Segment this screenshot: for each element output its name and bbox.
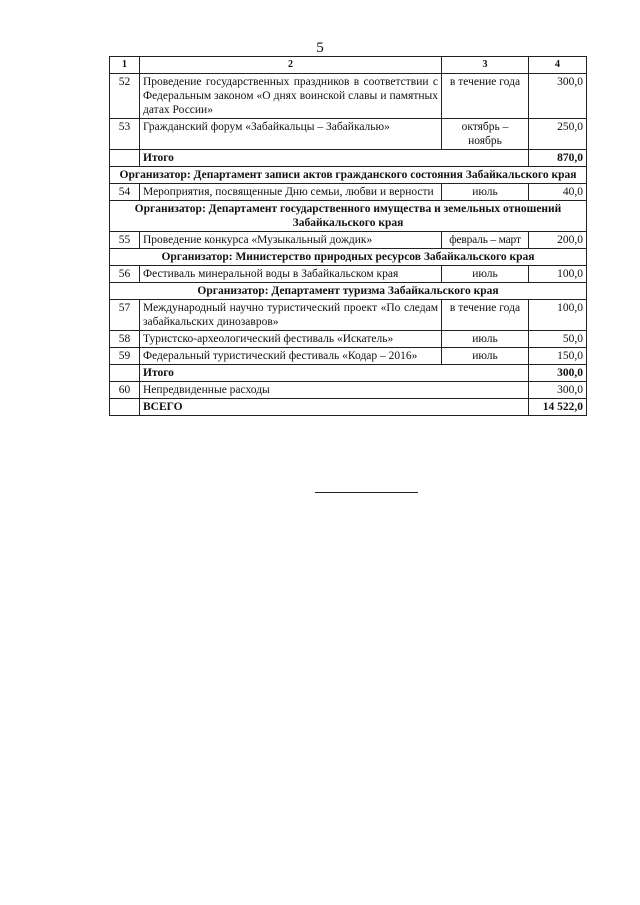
organizer-heading: Организатор: Департамент туризма Забайкальского края xyxy=(110,283,587,300)
table-row xyxy=(110,266,587,283)
event-name: Мероприятия, посвященные Дню семьи, любви и верности xyxy=(140,184,442,201)
row-number: 56 xyxy=(110,266,140,283)
organizer-section-row xyxy=(110,283,587,300)
empty-cell xyxy=(110,399,140,416)
event-period: февраль – март xyxy=(442,232,529,249)
subtotal-amount: 870,0 xyxy=(529,150,587,167)
table-row xyxy=(110,74,587,119)
event-period: в течение года xyxy=(442,74,529,119)
empty-cell xyxy=(110,365,140,382)
organizer-section-row xyxy=(110,167,587,184)
row-number: 57 xyxy=(110,300,140,331)
grand-total-amount: 14 522,0 xyxy=(529,399,587,416)
event-amount: 300,0 xyxy=(529,74,587,119)
row-number: 54 xyxy=(110,184,140,201)
event-amount: 200,0 xyxy=(529,232,587,249)
row-number: 55 xyxy=(110,232,140,249)
event-name: Международный научно туристический проект «По следам забайкальских динозавров» xyxy=(140,300,442,331)
event-period: июль xyxy=(442,266,529,283)
event-period: в течение года xyxy=(442,300,529,331)
event-name: Федеральный туристический фестиваль «Кодар – 2016» xyxy=(140,348,442,365)
subtotal-row xyxy=(110,150,587,167)
end-of-document-line xyxy=(315,492,418,493)
table-row xyxy=(110,184,587,201)
row-number: 52 xyxy=(110,74,140,119)
organizer-heading: Организатор: Министерство природных ресурсов Забайкальского края xyxy=(110,249,587,266)
event-amount: 50,0 xyxy=(529,331,587,348)
budget-table xyxy=(109,56,587,416)
subtotal-label: Итого xyxy=(140,365,529,382)
grand-total-row xyxy=(110,399,587,416)
table-row xyxy=(110,232,587,249)
empty-cell xyxy=(110,150,140,167)
grand-total-label: ВСЕГО xyxy=(140,399,529,416)
event-name: Гражданский форум «Забайкальцы – Забайкалью» xyxy=(140,119,442,150)
event-period: июль xyxy=(442,348,529,365)
event-name: Фестиваль минеральной воды в Забайкальском края xyxy=(140,266,442,283)
event-amount: 250,0 xyxy=(529,119,587,150)
organizer-heading: Организатор: Департамент государственного имущества и земельных отношений Забайкальского края xyxy=(110,201,587,232)
column-header: 1 xyxy=(110,57,140,74)
column-header: 4 xyxy=(529,57,587,74)
organizer-section-row xyxy=(110,201,587,232)
table-row xyxy=(110,382,587,399)
subtotal-label: Итого xyxy=(140,150,529,167)
row-number: 59 xyxy=(110,348,140,365)
table-row xyxy=(110,348,587,365)
event-name: Проведение конкурса «Музыкальный дождик» xyxy=(140,232,442,249)
column-header: 3 xyxy=(442,57,529,74)
event-period: июль xyxy=(442,184,529,201)
organizer-heading: Организатор: Департамент записи актов гражданского состояния Забайкальского края xyxy=(110,167,587,184)
subtotal-row xyxy=(110,365,587,382)
row-number: 53 xyxy=(110,119,140,150)
table-row xyxy=(110,331,587,348)
column-header: 2 xyxy=(140,57,442,74)
page-number: 5 xyxy=(316,40,324,56)
row-number: 60 xyxy=(110,382,140,399)
event-amount: 300,0 xyxy=(529,382,587,399)
event-amount: 40,0 xyxy=(529,184,587,201)
event-period: октябрь – ноябрь xyxy=(442,119,529,150)
event-name: Проведение государственных праздников в соответствии с Федеральным законом «О днях воинской славы и памятных датах России» xyxy=(140,74,442,119)
table-header-row xyxy=(110,57,587,74)
event-amount: 100,0 xyxy=(529,266,587,283)
organizer-section-row xyxy=(110,249,587,266)
table-row xyxy=(110,300,587,331)
event-period: июль xyxy=(442,331,529,348)
subtotal-amount: 300,0 xyxy=(529,365,587,382)
event-amount: 100,0 xyxy=(529,300,587,331)
row-number: 58 xyxy=(110,331,140,348)
event-name: Непредвиденные расходы xyxy=(140,382,529,399)
table-row xyxy=(110,119,587,150)
event-amount: 150,0 xyxy=(529,348,587,365)
event-name: Туристско-археологический фестиваль «Искатель» xyxy=(140,331,442,348)
